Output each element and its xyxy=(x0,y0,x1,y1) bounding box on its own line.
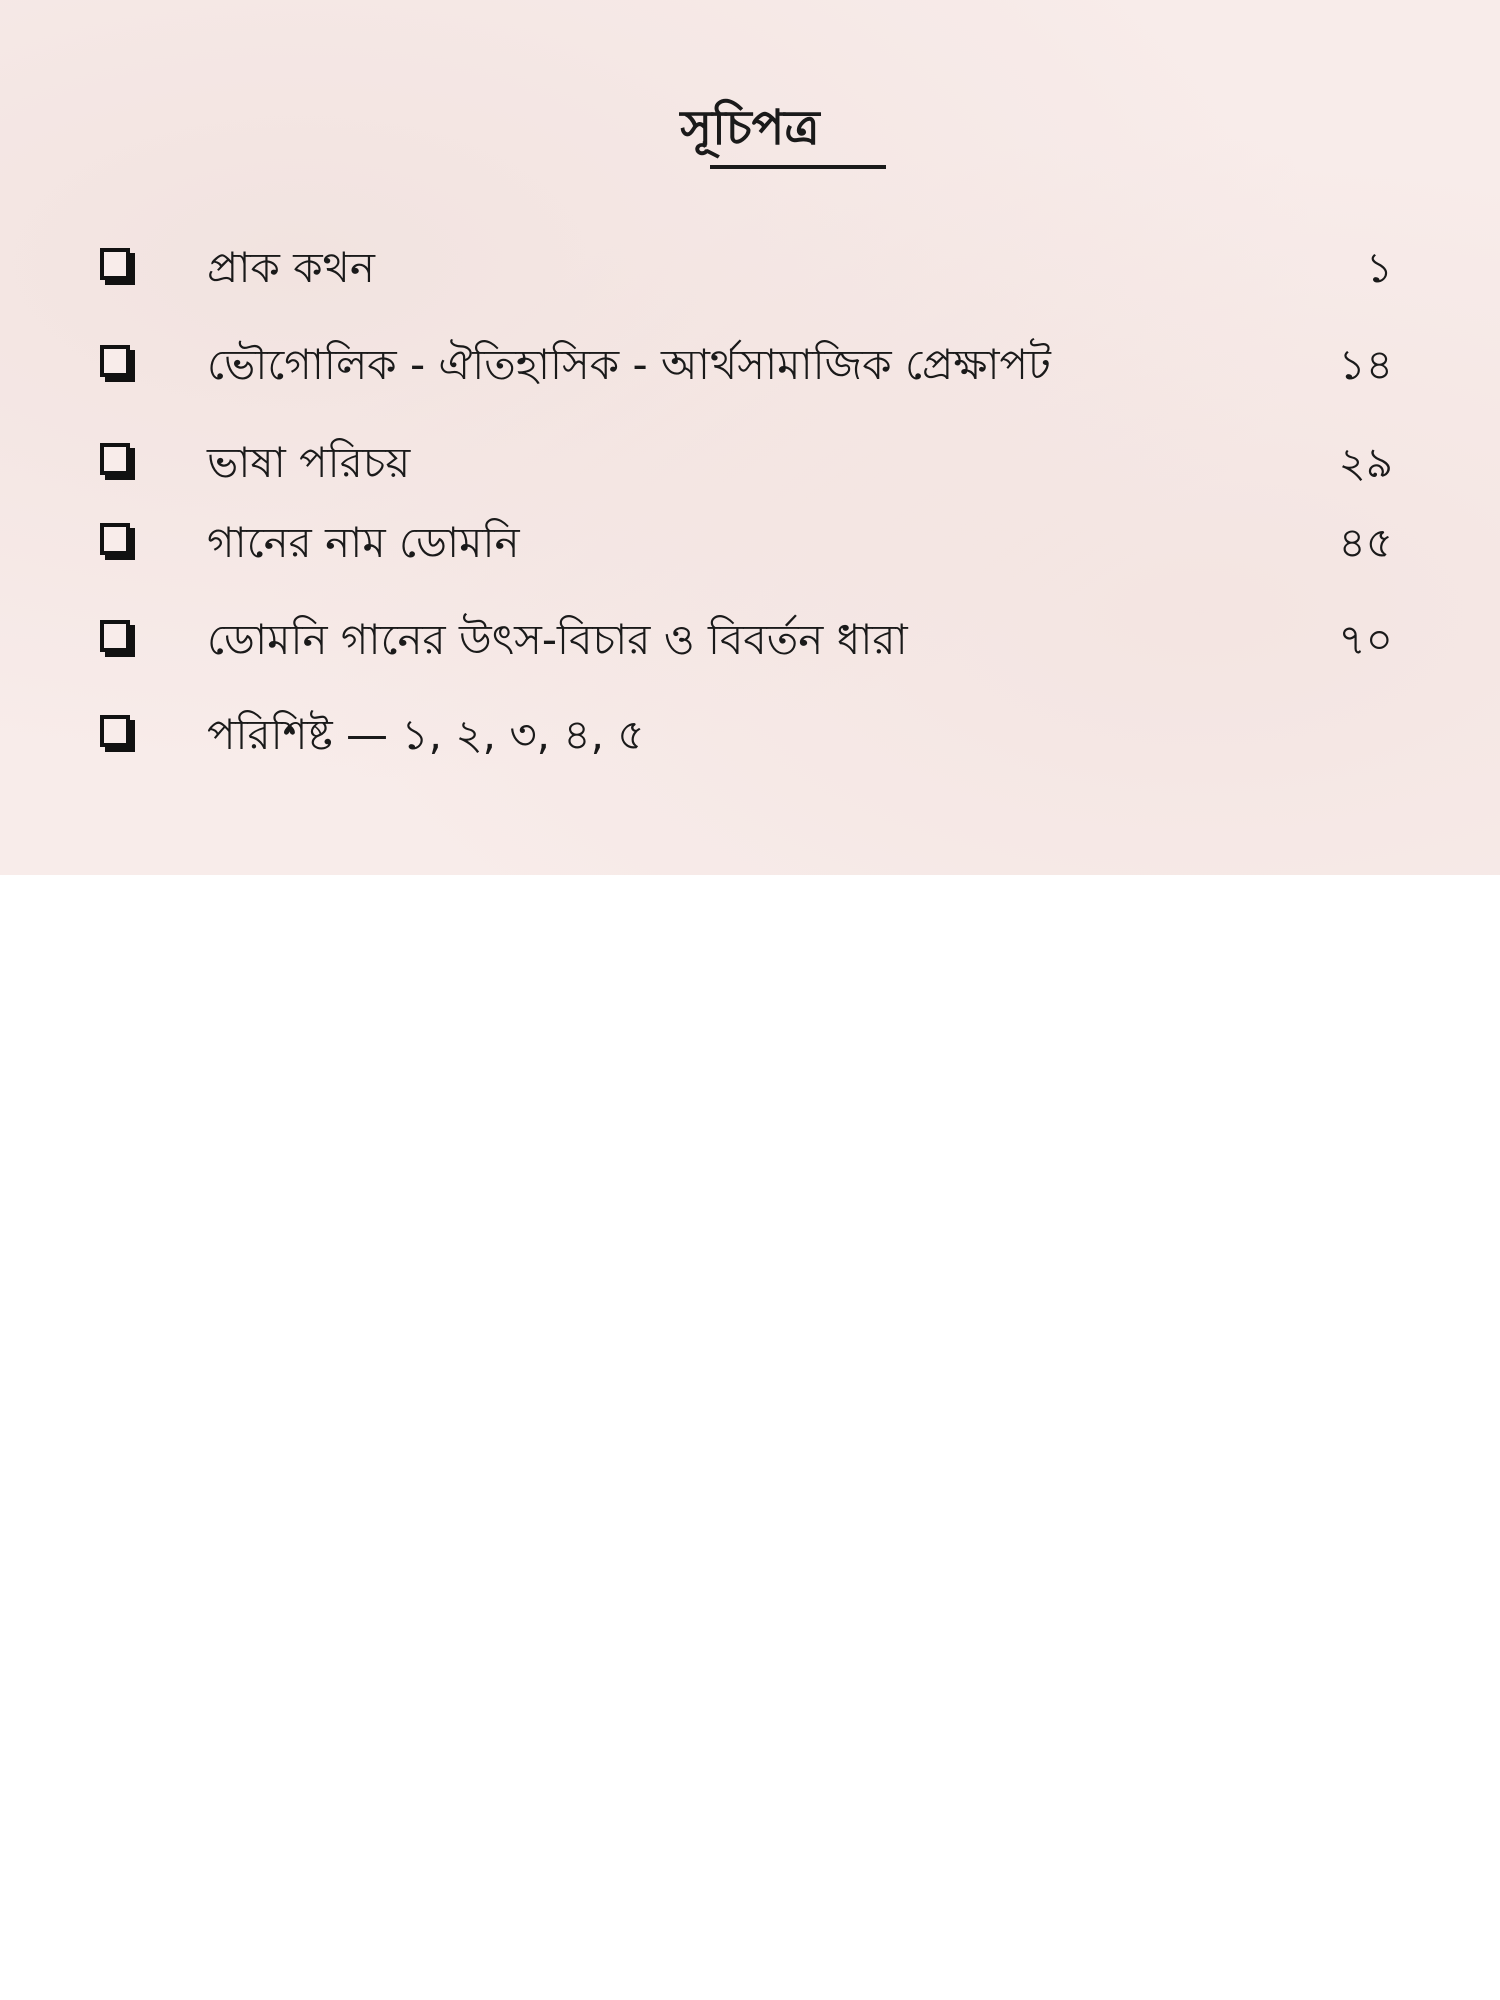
toc-entry[interactable] xyxy=(0,337,1500,397)
toc-entry-page: ৪৫ xyxy=(1338,518,1393,567)
bullet-box-icon xyxy=(100,443,130,475)
toc-entry[interactable] xyxy=(0,435,1500,495)
scanned-page xyxy=(0,0,1500,875)
toc-list xyxy=(0,0,1500,875)
bullet-box-icon xyxy=(100,620,130,652)
bullet-box-icon xyxy=(100,345,130,377)
toc-entry-title: পরিশিষ্ট — ১, ২, ৩, ৪, ৫ xyxy=(207,710,645,759)
toc-entry[interactable] xyxy=(0,707,1500,767)
toc-entry[interactable] xyxy=(0,240,1500,300)
bullet-box-icon xyxy=(100,523,130,555)
toc-title: সূচিপত্র xyxy=(680,100,820,156)
toc-entry[interactable] xyxy=(0,515,1500,575)
toc-entry-page: ১ xyxy=(1365,243,1393,292)
toc-entry-title: ভৌগোলিক - ঐতিহাসিক - আর্থসামাজিক প্রেক্ষাপট xyxy=(207,340,1051,389)
toc-entry-page: ২৯ xyxy=(1338,438,1393,487)
toc-entry-title: ডোমনি গানের উৎস-বিচার ও বিবর্তন ধারা xyxy=(207,615,908,664)
toc-entry-title: প্রাক কথন xyxy=(207,243,375,292)
bullet-box-icon xyxy=(100,715,130,747)
bullet-box-icon xyxy=(100,248,130,280)
toc-entry-title: গানের নাম ডোমনি xyxy=(207,518,520,567)
toc-entry-title: ভাষা পরিচয় xyxy=(207,438,411,487)
toc-entry-page: ১৪ xyxy=(1338,340,1393,389)
toc-entry-page: ৭০ xyxy=(1338,615,1393,664)
toc-entry[interactable] xyxy=(0,612,1500,672)
